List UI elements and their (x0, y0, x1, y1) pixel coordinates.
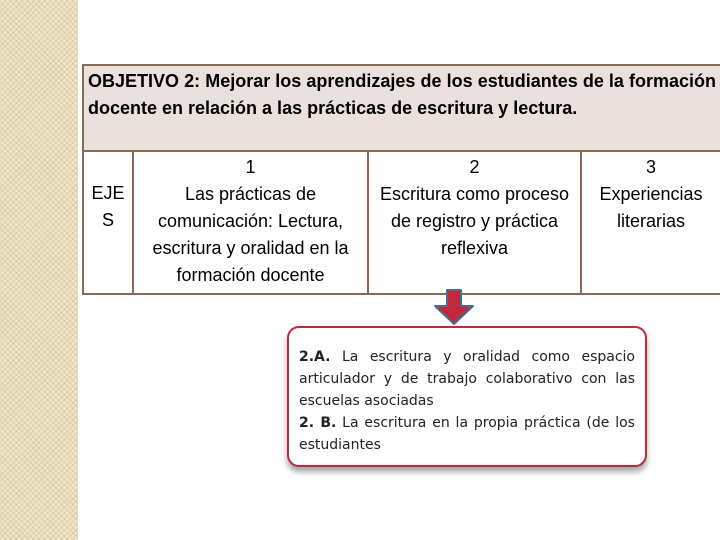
decorative-side-strip (0, 0, 78, 540)
callout-item-label: 2.A. (299, 349, 331, 365)
objective-table (82, 64, 720, 295)
down-arrow-icon (433, 289, 475, 325)
axis-number: 3 (646, 157, 657, 177)
ejes-label-line1: EJE (91, 183, 125, 203)
callout-item-label: 2. B. (299, 415, 337, 431)
axis-3 (581, 151, 720, 294)
callout-box (287, 326, 647, 467)
axis-text: Escritura como proceso de registro y práctica reflexiva (379, 184, 570, 258)
axis-number: 1 (245, 157, 256, 177)
axis-2 (368, 151, 581, 294)
axis-text: Experiencias literarias (599, 184, 703, 231)
callout-item-2a (299, 346, 635, 412)
callout-item-text: La escritura en la propia práctica (de los estudiantes (299, 415, 635, 453)
objective-text: OBJETIVO 2: Mejorar los aprendizajes de los estudiantes de la formación docente en relación a las prácticas de escritura y lectura. (83, 65, 720, 151)
axis-1 (133, 151, 368, 294)
ejes-label-line2: S (101, 210, 114, 230)
ejes-label (83, 151, 133, 294)
axis-text: Las prácticas de comunicación: Lectura, escritura y oralidad en la formación docente (152, 184, 349, 285)
axis-number: 2 (469, 157, 480, 177)
callout-item-text: La escritura y oralidad como espacio articulador y de trabajo colaborativo con las escuelas asociadas (299, 349, 635, 409)
callout-item-2b (299, 412, 635, 456)
